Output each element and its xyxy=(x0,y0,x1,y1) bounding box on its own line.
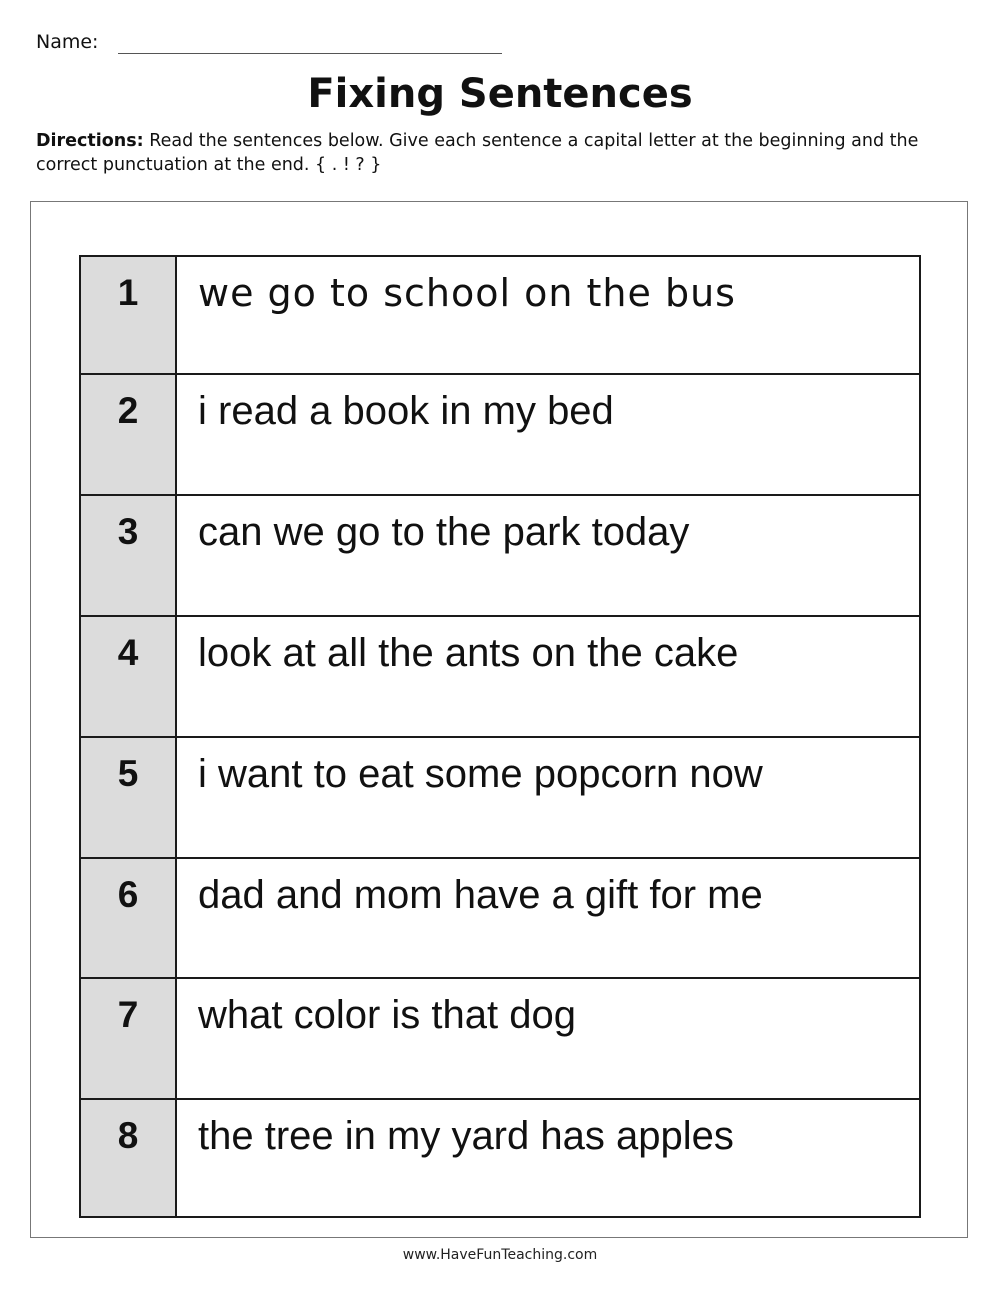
table-row xyxy=(81,257,919,373)
name-write-line[interactable] xyxy=(118,35,502,54)
table-row xyxy=(81,615,919,736)
sentence-text: we go to school on the bus xyxy=(198,271,736,315)
row-number: 4 xyxy=(81,617,177,736)
sentence-table xyxy=(79,255,921,1218)
page-title: Fixing Sentences xyxy=(307,71,693,117)
row-number: 2 xyxy=(81,375,177,494)
sentence-text: i read a book in my bed xyxy=(198,389,614,433)
sentence-text: the tree in my yard has apples xyxy=(198,1114,734,1158)
directions xyxy=(36,129,976,177)
sentence-text: look at all the ants on the cake xyxy=(198,631,739,675)
table-row xyxy=(81,736,919,857)
row-number: 7 xyxy=(81,979,177,1098)
row-number: 8 xyxy=(81,1100,177,1216)
table-row xyxy=(81,494,919,615)
sentence-text: i want to eat some popcorn now xyxy=(198,752,763,796)
footer-url: www.HaveFunTeaching.com xyxy=(402,1247,598,1263)
table-row xyxy=(81,373,919,494)
sentence-text: dad and mom have a gift for me xyxy=(198,873,763,917)
directions-label: Directions: xyxy=(36,131,144,151)
name-label: Name: xyxy=(36,31,99,53)
sentence-text: can we go to the park today xyxy=(198,510,690,554)
table-row xyxy=(81,977,919,1098)
row-number: 6 xyxy=(81,859,177,977)
directions-text: Read the sentences below. Give each sentence a capital letter at the beginning and the correct punctuation at the end. { . ! ? } xyxy=(36,131,919,175)
row-number: 5 xyxy=(81,738,177,857)
table-row xyxy=(81,857,919,977)
name-row xyxy=(36,30,502,54)
row-number: 1 xyxy=(81,257,177,373)
row-number: 3 xyxy=(81,496,177,615)
sentence-text: what color is that dog xyxy=(198,993,576,1037)
table-row xyxy=(81,1098,919,1216)
